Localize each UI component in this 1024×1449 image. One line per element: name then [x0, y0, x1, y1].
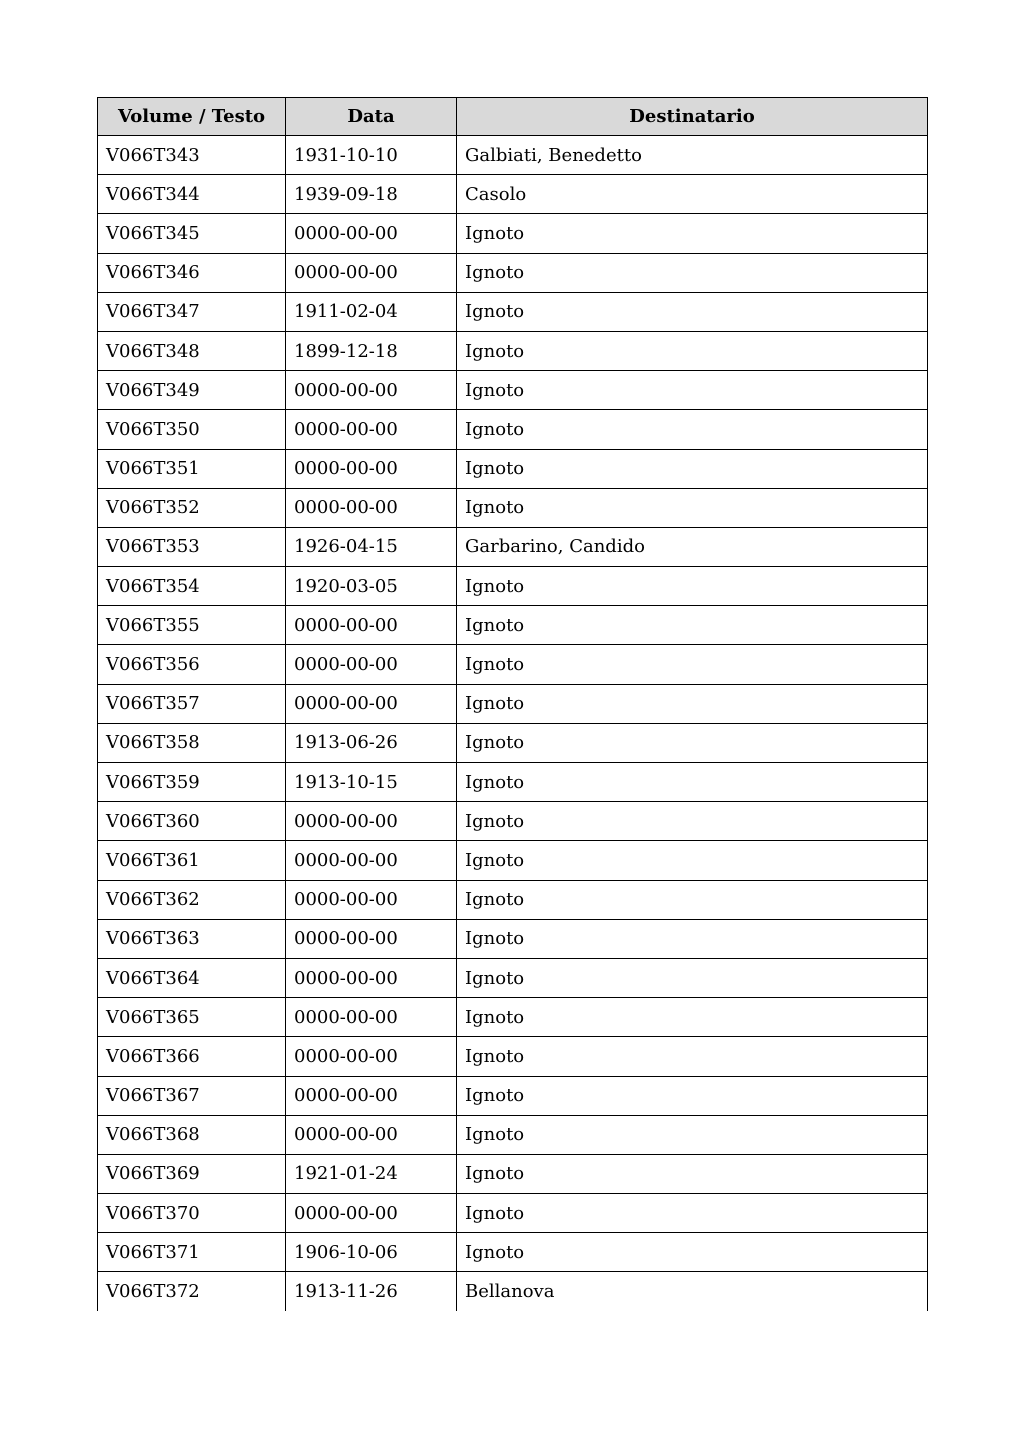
cell-data: 0000-00-00	[286, 998, 457, 1037]
cell-volume-testo: V066T343	[98, 136, 286, 175]
cell-volume-testo: V066T363	[98, 919, 286, 958]
table-row	[98, 1233, 928, 1272]
cell-volume-testo: V066T360	[98, 802, 286, 841]
cell-destinatario: Ignoto	[457, 371, 928, 410]
cell-data: 1926-04-15	[286, 527, 457, 566]
cell-data: 0000-00-00	[286, 1076, 457, 1115]
table-row	[98, 1194, 928, 1233]
cell-destinatario: Ignoto	[457, 567, 928, 606]
table-row	[98, 527, 928, 566]
table-row	[98, 645, 928, 684]
cell-volume-testo: V066T353	[98, 527, 286, 566]
cell-data: 0000-00-00	[286, 1037, 457, 1076]
table-header	[98, 98, 928, 136]
cell-data: 0000-00-00	[286, 371, 457, 410]
table-row	[98, 763, 928, 802]
cell-data: 1911-02-04	[286, 292, 457, 331]
cell-volume-testo: V066T370	[98, 1194, 286, 1233]
cell-data: 0000-00-00	[286, 410, 457, 449]
table-row	[98, 253, 928, 292]
cell-data: 0000-00-00	[286, 841, 457, 880]
cell-volume-testo: V066T372	[98, 1272, 286, 1311]
cell-destinatario: Bellanova	[457, 1272, 928, 1311]
cell-data: 1913-11-26	[286, 1272, 457, 1311]
cell-volume-testo: V066T362	[98, 880, 286, 919]
cell-destinatario: Ignoto	[457, 606, 928, 645]
table-row	[98, 1115, 928, 1154]
cell-data: 0000-00-00	[286, 919, 457, 958]
cell-destinatario: Ignoto	[457, 645, 928, 684]
cell-data: 1906-10-06	[286, 1233, 457, 1272]
cell-volume-testo: V066T346	[98, 253, 286, 292]
cell-destinatario: Casolo	[457, 175, 928, 214]
cell-volume-testo: V066T347	[98, 292, 286, 331]
letters-register-table	[97, 97, 928, 1311]
cell-data: 0000-00-00	[286, 1115, 457, 1154]
cell-destinatario: Ignoto	[457, 410, 928, 449]
table-row	[98, 1154, 928, 1193]
cell-destinatario: Ignoto	[457, 763, 928, 802]
table-row	[98, 488, 928, 527]
cell-destinatario: Ignoto	[457, 253, 928, 292]
cell-destinatario: Ignoto	[457, 1076, 928, 1115]
cell-destinatario: Ignoto	[457, 1194, 928, 1233]
cell-volume-testo: V066T348	[98, 331, 286, 370]
cell-destinatario: Garbarino, Candido	[457, 527, 928, 566]
table-row	[98, 684, 928, 723]
cell-destinatario: Ignoto	[457, 214, 928, 253]
table-row	[98, 1076, 928, 1115]
cell-data: 0000-00-00	[286, 645, 457, 684]
table-row	[98, 1272, 928, 1311]
cell-destinatario: Ignoto	[457, 841, 928, 880]
cell-volume-testo: V066T365	[98, 998, 286, 1037]
table-row	[98, 998, 928, 1037]
table-row	[98, 175, 928, 214]
cell-volume-testo: V066T354	[98, 567, 286, 606]
cell-data: 1913-10-15	[286, 763, 457, 802]
cell-destinatario: Ignoto	[457, 449, 928, 488]
cell-data: 0000-00-00	[286, 802, 457, 841]
cell-data: 0000-00-00	[286, 449, 457, 488]
table-row	[98, 958, 928, 997]
cell-destinatario: Ignoto	[457, 1115, 928, 1154]
cell-volume-testo: V066T351	[98, 449, 286, 488]
header-volume-testo: Volume / Testo	[98, 98, 286, 136]
header-destinatario: Destinatario	[457, 98, 928, 136]
cell-volume-testo: V066T368	[98, 1115, 286, 1154]
cell-data: 0000-00-00	[286, 1194, 457, 1233]
table-row	[98, 919, 928, 958]
cell-destinatario: Ignoto	[457, 958, 928, 997]
cell-data: 1899-12-18	[286, 331, 457, 370]
cell-volume-testo: V066T357	[98, 684, 286, 723]
table-body	[98, 136, 928, 1312]
cell-destinatario: Ignoto	[457, 1233, 928, 1272]
header-data: Data	[286, 98, 457, 136]
cell-destinatario: Ignoto	[457, 723, 928, 762]
cell-volume-testo: V066T344	[98, 175, 286, 214]
cell-volume-testo: V066T345	[98, 214, 286, 253]
cell-volume-testo: V066T350	[98, 410, 286, 449]
table-row	[98, 1037, 928, 1076]
cell-destinatario: Ignoto	[457, 998, 928, 1037]
cell-destinatario: Ignoto	[457, 292, 928, 331]
table-row	[98, 136, 928, 175]
table-row	[98, 880, 928, 919]
table-row	[98, 214, 928, 253]
table-row	[98, 841, 928, 880]
cell-volume-testo: V066T358	[98, 723, 286, 762]
cell-volume-testo: V066T355	[98, 606, 286, 645]
cell-data: 1920-03-05	[286, 567, 457, 606]
table-row	[98, 331, 928, 370]
cell-data: 1921-01-24	[286, 1154, 457, 1193]
cell-destinatario: Ignoto	[457, 488, 928, 527]
cell-data: 0000-00-00	[286, 880, 457, 919]
cell-destinatario: Ignoto	[457, 1154, 928, 1193]
cell-data: 1931-10-10	[286, 136, 457, 175]
cell-destinatario: Ignoto	[457, 1037, 928, 1076]
cell-destinatario: Galbiati, Benedetto	[457, 136, 928, 175]
header-row	[98, 98, 928, 136]
cell-data: 0000-00-00	[286, 606, 457, 645]
table-row	[98, 371, 928, 410]
table-row	[98, 802, 928, 841]
cell-volume-testo: V066T367	[98, 1076, 286, 1115]
table-row	[98, 567, 928, 606]
cell-volume-testo: V066T369	[98, 1154, 286, 1193]
cell-data: 1939-09-18	[286, 175, 457, 214]
cell-data: 0000-00-00	[286, 958, 457, 997]
table-row	[98, 723, 928, 762]
cell-destinatario: Ignoto	[457, 684, 928, 723]
cell-volume-testo: V066T352	[98, 488, 286, 527]
cell-volume-testo: V066T366	[98, 1037, 286, 1076]
cell-data: 1913-06-26	[286, 723, 457, 762]
cell-destinatario: Ignoto	[457, 331, 928, 370]
cell-volume-testo: V066T359	[98, 763, 286, 802]
cell-volume-testo: V066T364	[98, 958, 286, 997]
cell-volume-testo: V066T361	[98, 841, 286, 880]
cell-data: 0000-00-00	[286, 253, 457, 292]
cell-volume-testo: V066T356	[98, 645, 286, 684]
table-row	[98, 606, 928, 645]
cell-destinatario: Ignoto	[457, 919, 928, 958]
cell-destinatario: Ignoto	[457, 802, 928, 841]
table-row	[98, 410, 928, 449]
cell-destinatario: Ignoto	[457, 880, 928, 919]
table-row	[98, 292, 928, 331]
cell-volume-testo: V066T371	[98, 1233, 286, 1272]
cell-data: 0000-00-00	[286, 488, 457, 527]
cell-data: 0000-00-00	[286, 214, 457, 253]
cell-data: 0000-00-00	[286, 684, 457, 723]
table-row	[98, 449, 928, 488]
cell-volume-testo: V066T349	[98, 371, 286, 410]
